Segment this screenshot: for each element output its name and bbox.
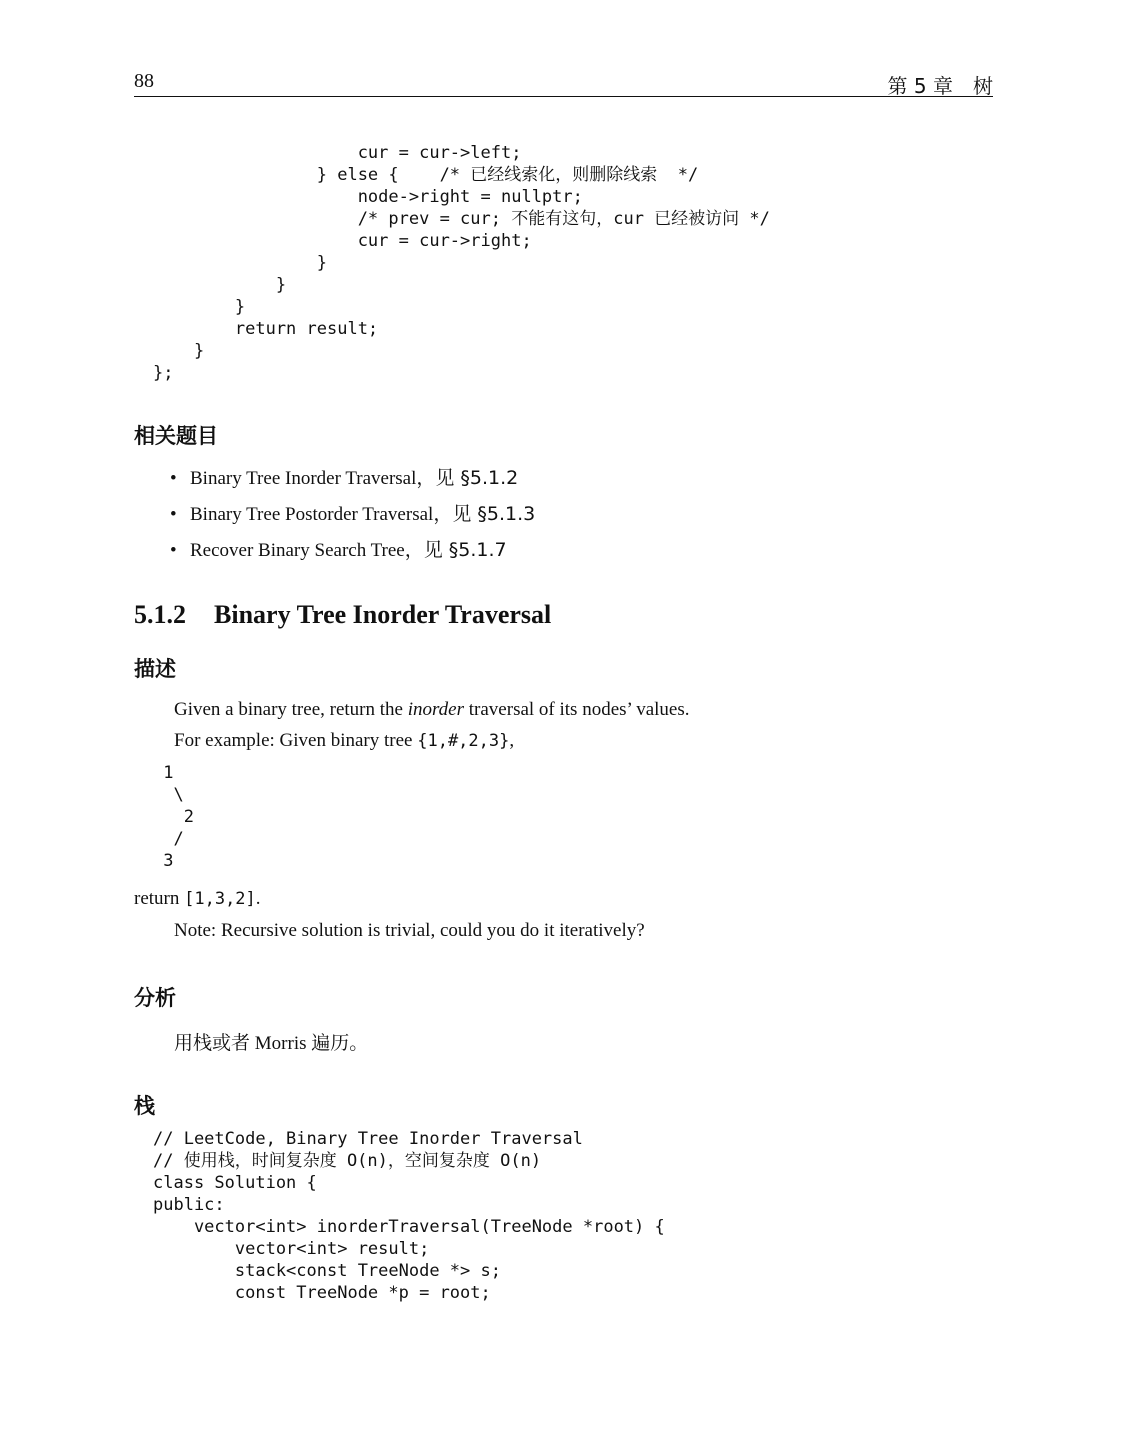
section-name: Binary Tree Inorder Traversal xyxy=(214,600,552,629)
related-item xyxy=(170,464,535,500)
code-line: } xyxy=(153,253,327,273)
related-item-title: Binary Tree Postorder Traversal xyxy=(190,504,434,525)
page-number: 88 xyxy=(134,70,154,92)
tree-line: \ xyxy=(153,785,184,805)
code-line: const TreeNode *p = root; xyxy=(153,1283,491,1303)
tree-line: 3 xyxy=(153,851,174,871)
related-item-title: Recover Binary Search Tree xyxy=(190,540,405,561)
description-line-2: For example: Given binary tree {1,#,2,3}, xyxy=(174,730,515,751)
analysis-text: 用栈或者 Morris 遍历。 xyxy=(174,1032,369,1054)
code-line: cur = cur->right; xyxy=(153,231,532,251)
inline-code-result: [1,3,2] xyxy=(184,889,256,909)
code-line: cur = cur->left; xyxy=(153,143,522,163)
related-heading: 相关题目 xyxy=(134,424,218,448)
related-item-ref: ，见 §5.1.7 xyxy=(404,539,507,561)
stack-heading: 栈 xyxy=(134,1094,155,1118)
code-line: } xyxy=(153,297,246,317)
tree-diagram xyxy=(153,762,194,872)
bullet-icon: • xyxy=(170,504,177,525)
code-line: return result; xyxy=(153,319,379,339)
code-line: stack<const TreeNode *> s; xyxy=(153,1261,501,1281)
description-heading: 描述 xyxy=(134,657,176,681)
code-block-stack xyxy=(153,1128,665,1304)
code-line: node->right = nullptr; xyxy=(153,187,583,207)
analysis-heading: 分析 xyxy=(134,986,176,1010)
code-line: class Solution { xyxy=(153,1173,317,1193)
related-item xyxy=(170,536,535,572)
section-title xyxy=(134,600,551,630)
return-line: return [1,3,2]. xyxy=(134,888,261,909)
page-header xyxy=(134,68,993,97)
code-line: }; xyxy=(153,363,174,383)
code-line: // LeetCode, Binary Tree Inorder Traversal xyxy=(153,1129,583,1149)
related-list xyxy=(170,464,535,572)
code-line: } xyxy=(153,275,287,295)
related-item-title: Binary Tree Inorder Traversal xyxy=(190,468,417,489)
code-line: vector<int> inorderTraversal(TreeNode *root) { xyxy=(153,1217,665,1237)
code-line: } else { /* 已经线索化，则删除线索 */ xyxy=(153,165,699,185)
section-number: 5.1.2 xyxy=(134,600,186,629)
bullet-icon: • xyxy=(170,540,177,561)
related-item-ref: ，见 §5.1.2 xyxy=(416,467,519,489)
code-line: /* prev = cur; 不能有这句，cur 已经被访问 */ xyxy=(153,209,770,229)
chapter-title: 第 5 章 树 xyxy=(887,74,993,98)
code-line: } xyxy=(153,341,205,361)
code-line: // 使用栈，时间复杂度 O(n)，空间复杂度 O(n) xyxy=(153,1151,542,1171)
tree-line: 2 xyxy=(153,807,194,827)
related-item-ref: ，见 §5.1.3 xyxy=(433,503,536,525)
bullet-icon: • xyxy=(170,468,177,489)
tree-line: 1 xyxy=(153,763,174,783)
code-block-top xyxy=(153,142,770,384)
emphasis-inorder: inorder xyxy=(407,699,465,720)
related-item xyxy=(170,500,535,536)
code-line: public: xyxy=(153,1195,225,1215)
tree-line: / xyxy=(153,829,184,849)
note-line: Note: Recursive solution is trivial, could you do it iteratively? xyxy=(174,920,645,941)
code-line: vector<int> result; xyxy=(153,1239,430,1259)
description-line-1: Given a binary tree, return the inorder traversal of its nodes’ values. xyxy=(174,699,690,720)
inline-code-tree: {1,#,2,3} xyxy=(417,731,510,751)
